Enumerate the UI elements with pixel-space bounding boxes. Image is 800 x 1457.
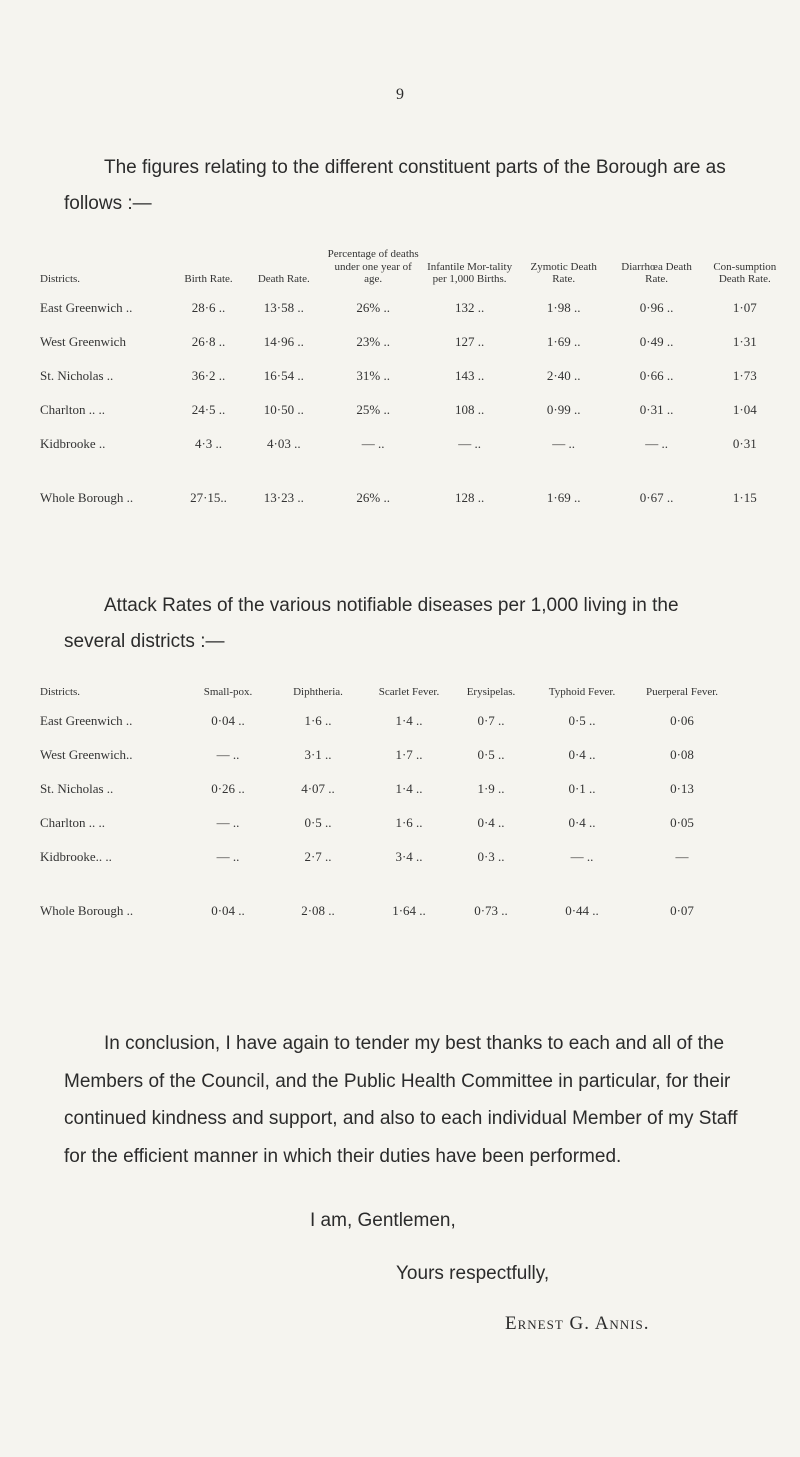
table-cell: 0·13 — [670, 780, 694, 796]
table-cell: — .. — [570, 848, 594, 864]
table-cell: — .. — [216, 848, 240, 864]
table-cell: 10·50 .. — [263, 401, 304, 417]
table-cell: Charlton .. .. — [40, 401, 105, 417]
table-cell: 25% .. — [356, 401, 390, 417]
mortality-header-row — [38, 248, 786, 291]
table-cell: 1·69 .. — [546, 489, 581, 505]
col-header: Puerperal Fever. — [645, 686, 719, 698]
table-cell: West Greenwich.. — [40, 746, 133, 762]
page-number: 9 — [396, 86, 404, 103]
table-row — [38, 772, 732, 806]
attack-rates-paragraph: Attack Rates of the various notifiable diseases per 1,000 living in the several districts :— — [64, 595, 679, 652]
table-cell: 0·07 — [670, 902, 694, 918]
col-header: Typhoid Fever. — [548, 686, 616, 698]
table-cell: 1·98 .. — [546, 299, 581, 315]
table-cell: 0·08 — [670, 746, 694, 762]
table-cell: 128 .. — [454, 489, 485, 505]
table-cell: 0·31 .. — [639, 401, 674, 417]
table-cell: 0·4 .. — [568, 814, 596, 830]
table-cell: 0·5 .. — [568, 712, 596, 728]
attack-header-row — [38, 686, 732, 704]
table-cell: 0·73 .. — [474, 902, 508, 918]
table-cell: 0·5 .. — [304, 814, 332, 830]
col-header: Diarrhœa Death Rate. — [621, 260, 692, 285]
table-row-total — [38, 461, 786, 521]
table-row — [38, 840, 732, 874]
table-cell: Kidbrooke .. — [40, 435, 106, 451]
table-cell: 0·4 .. — [477, 814, 505, 830]
mortality-table — [38, 248, 786, 521]
table-cell: 0·31 — [732, 435, 757, 451]
table-cell: 0·26 .. — [211, 780, 245, 796]
table-row — [38, 427, 786, 461]
valediction: Yours respectfully, — [396, 1263, 550, 1284]
table-row — [38, 738, 732, 772]
table-cell: 4·3 .. — [194, 435, 223, 451]
col-header: Erysipelas. — [466, 686, 516, 698]
table-cell: 108 .. — [454, 401, 485, 417]
col-header: Small-pox. — [203, 686, 253, 698]
table-cell: East Greenwich .. — [40, 299, 133, 315]
col-header: Districts. — [40, 686, 81, 698]
table-row-total — [38, 874, 732, 934]
table-cell: 1·04 — [732, 401, 757, 417]
table-cell: 1·31 — [732, 333, 757, 349]
table-cell: 16·54 .. — [263, 367, 304, 383]
table-cell: 0·99 .. — [546, 401, 581, 417]
table-cell: — .. — [645, 435, 668, 451]
col-header: Death Rate. — [257, 273, 310, 285]
table-cell: Whole Borough .. — [40, 489, 134, 505]
table-cell: 24·5 .. — [191, 401, 226, 417]
table-cell: 3·1 .. — [304, 746, 332, 762]
table-cell: 1·9 .. — [477, 780, 505, 796]
col-header: Con-sumption Death Rate. — [713, 260, 777, 285]
col-header: Scarlet Fever. — [378, 686, 440, 698]
table-cell: 1·73 — [732, 367, 757, 383]
col-header: Zymotic Death Rate. — [530, 260, 597, 285]
table-cell: 0·5 .. — [477, 746, 505, 762]
table-cell: 1·4 .. — [395, 780, 423, 796]
table-cell: 28·6 .. — [191, 299, 226, 315]
table-cell: 2·40 .. — [546, 367, 581, 383]
attack-rates-table — [38, 686, 732, 934]
table-cell: 26·8 .. — [191, 333, 226, 349]
table-cell: — .. — [361, 435, 385, 451]
table-cell: 1·07 — [732, 299, 757, 315]
table-cell: — — [675, 848, 689, 864]
table-cell: — .. — [216, 746, 240, 762]
table-cell: 127 .. — [454, 333, 485, 349]
table-cell: 1·6 .. — [395, 814, 423, 830]
table-cell: West Greenwich — [40, 333, 126, 349]
table-cell: 2·08 .. — [301, 902, 335, 918]
table-cell: 2·7 .. — [304, 848, 332, 864]
table-row — [38, 325, 786, 359]
table-cell: 31% .. — [356, 367, 390, 383]
table-cell: 26% .. — [356, 299, 390, 315]
table-cell: — .. — [216, 814, 240, 830]
table-cell: 4·07 .. — [301, 780, 335, 796]
table-cell: 1·69 .. — [546, 333, 581, 349]
table-cell: Whole Borough .. — [40, 902, 134, 918]
table-cell: 4·03 .. — [266, 435, 301, 451]
table-cell: 0·66 .. — [639, 367, 674, 383]
table-cell: 3·4 .. — [395, 848, 423, 864]
table-row — [38, 393, 786, 427]
table-cell: 0·04 .. — [211, 902, 245, 918]
table-cell: Kidbrooke.. .. — [40, 848, 112, 864]
table-cell: 1·64 .. — [392, 902, 426, 918]
table-cell: 36·2 .. — [191, 367, 226, 383]
table-cell: 0·67 .. — [639, 489, 674, 505]
table-cell: 27·15.. — [190, 489, 227, 505]
table-cell: 13·58 .. — [263, 299, 304, 315]
table-cell: 0·1 .. — [568, 780, 596, 796]
table-row — [38, 359, 786, 393]
col-header: Percentage of deaths under one year of age. — [327, 248, 419, 285]
col-header: Infantile Mor-tality per 1,000 Births. — [427, 260, 513, 285]
table-cell: Charlton .. .. — [40, 814, 105, 830]
table-cell: 0·96 .. — [639, 299, 674, 315]
table-cell: 0·05 — [670, 814, 694, 830]
table-row — [38, 806, 732, 840]
table-cell: 14·96 .. — [263, 333, 304, 349]
table-cell: — .. — [552, 435, 576, 451]
table-cell: St. Nicholas .. — [40, 367, 114, 383]
table-cell: 1·7 .. — [395, 746, 423, 762]
table-cell: East Greenwich .. — [40, 712, 133, 728]
table-row — [38, 291, 786, 325]
table-cell: — .. — [458, 435, 481, 451]
table-cell: 0·06 — [670, 712, 694, 728]
conclusion-paragraph: In conclusion, I have again to tender my best thanks to each and all of the Members of the Council, and the Public Health Committee in particular, for their continued kindness and support, and also to each individual Member of my Staff for the efficient manner in which their duties have been performed. — [64, 1033, 738, 1167]
table-cell: St. Nicholas .. — [40, 780, 114, 796]
table-cell: 0·7 .. — [477, 712, 505, 728]
signature: Ernest G. Annis. — [505, 1313, 650, 1334]
table-cell: 23% .. — [356, 333, 390, 349]
salutation: I am, Gentlemen, — [310, 1210, 456, 1231]
table-cell: 1·15 — [732, 489, 757, 505]
table-cell: 13·23 .. — [263, 489, 304, 505]
intro-paragraph: The figures relating to the different constituent parts of the Borough are as follows :— — [64, 157, 726, 214]
table-cell: 1·4 .. — [395, 712, 423, 728]
col-header: Districts. — [40, 273, 81, 285]
col-header: Birth Rate. — [184, 273, 233, 285]
table-cell: 0·44 .. — [565, 902, 599, 918]
table-cell: 0·3 .. — [477, 848, 505, 864]
table-cell: 26% .. — [356, 489, 390, 505]
table-cell: 0·04 .. — [211, 712, 245, 728]
table-cell: 143 .. — [454, 367, 485, 383]
table-cell: 0·49 .. — [639, 333, 674, 349]
table-cell: 132 .. — [454, 299, 485, 315]
table-cell: 1·6 .. — [304, 712, 332, 728]
col-header: Diphtheria. — [293, 686, 343, 698]
table-row — [38, 704, 732, 738]
table-cell: 0·4 .. — [568, 746, 596, 762]
